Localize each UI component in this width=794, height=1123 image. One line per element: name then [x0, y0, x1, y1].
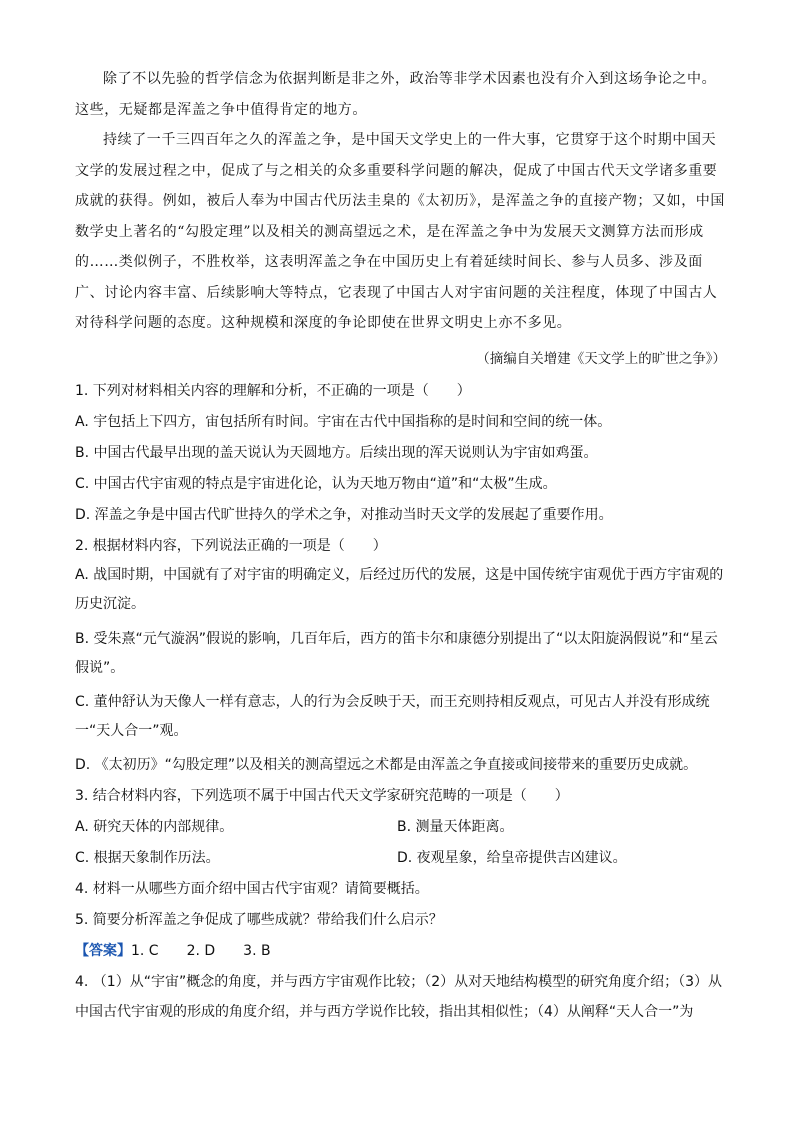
- answer-q4-text: 4. （1）从“宇宙”概念的角度，并与西方宇宙观作比较；（2）从对天地结构模型的研究角度介绍；（3）从中国古代宇宙观的形成的角度介绍，并与西方学说作比较，指出其相似性；（4）从阐释“天人合一”为: [75, 974, 723, 1020]
- passage-paragraph-1: 除了不以先验的哲学信念为依据判断是非之外，政治等非学术因素也没有介入到这场争论之中。这些，无疑都是浑盖之争中值得肯定的地方。: [75, 71, 717, 118]
- answer-choices: 1. C 2. D 3. B: [131, 943, 271, 959]
- q3-option-c: C. 根据天象制作历法。: [75, 850, 220, 866]
- q2-option-b: B. 受朱熹“元气漩涡”假说的影响，几百年后，西方的笛卡尔和康德分别提出了“以太阳旋涡假说”和“星云假说”。: [75, 631, 718, 676]
- q3-option-b: B. 测量天体距离。: [397, 819, 514, 835]
- passage-paragraph-2: 持续了一千三四百年之久的浑盖之争，是中国天文学史上的一件大事，它贯穿于这个时期中国天文学的发展过程之中，促成了与之相关的众多重要科学问题的解决，促成了中国古代天文学诸多重要成就的获得。例如，被后人奉为中国古代历法圭臬的《太初历》，是浑盖之争的直接产物；又如，中国数学史上著名的“勾股定理”以及相关的测高望远之术，是在浑盖之争中为发展天文测算方法而形成的……类似例子，不胜枚举，这表明浑盖之争在中国历史上有着延续时间长、参与人员多、涉及面广、讨论内容丰富、后续影响大等特点，它表现了中国古人对宇宙问题的关注程度，体现了中国古人对待科学问题的态度。这种规模和深度的争论即使在世界文明史上亦不多见。: [75, 132, 725, 331]
- q1-stem: 1. 下列对材料相关内容的理解和分析，不正确的一项是（ ）: [75, 383, 471, 399]
- q2-option-c: C. 董仲舒认为天像人一样有意志，人的行为会反映于天，而王充则持相反观点，可见古人并没有形成统一“天人合一”观。: [75, 694, 710, 739]
- q2-option-d: D. 《太初历》“勾股定理”以及相关的测高望远之术都是由浑盖之争直接或间接带来的重要历史成就。: [75, 757, 698, 773]
- q3-option-a: A. 研究天体的内部规律。: [75, 819, 234, 835]
- q2-option-a: A. 战国时期，中国就有了对宇宙的明确定义，后经过历代的发展，这是中国传统宇宙观优于西方宇宙观的历史沉淀。: [75, 567, 724, 612]
- q4-stem: 4. 材料一从哪些方面介绍中国古代宇宙观？请简要概括。: [75, 881, 429, 897]
- q1-option-b: B. 中国古代最早出现的盖天说认为天圆地方。后续出现的浑天说则认为宇宙如鸡蛋。: [75, 445, 598, 461]
- q1-option-c: C. 中国古代宇宙观的特点是宇宙进化论，认为天地万物由“道”和“太极”生成。: [75, 476, 557, 492]
- passage-source: （摘编自关增建《天文学上的旷世之争》）: [476, 351, 726, 367]
- answer-line: [75, 940, 271, 960]
- q1-option-d: D. 浑盖之争是中国古代旷世持久的学术之争，对推动当时天文学的发展起了重要作用。: [75, 507, 613, 523]
- q2-stem: 2. 根据材料内容，下列说法正确的一项是（ ）: [75, 538, 387, 554]
- q5-stem: 5. 简要分析浑盖之争促成了哪些成就？带给我们什么启示？: [75, 912, 443, 928]
- q3-option-d: D. 夜观星象，给皇帝提供吉凶建议。: [397, 850, 627, 866]
- q1-option-a: A. 宇包括上下四方，宙包括所有时间。宇宙在古代中国指称的是时间和空间的统一体。: [75, 414, 612, 430]
- q3-stem: 3. 结合材料内容，下列选项不属于中国古代天文学家研究范畴的一项是（ ）: [75, 788, 569, 804]
- answer-tag: 【答案】: [75, 943, 131, 959]
